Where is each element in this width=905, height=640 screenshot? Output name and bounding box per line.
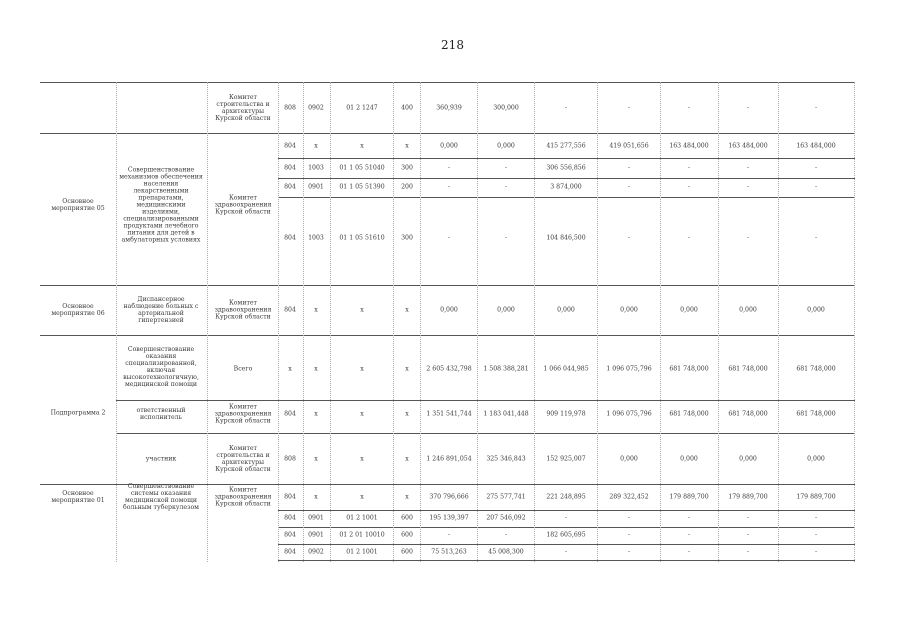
status-cell: Основное мероприятие 06: [51, 303, 105, 317]
page-number: 218: [441, 38, 464, 52]
column-divider: [718, 82, 719, 562]
table-rule: [40, 285, 855, 286]
rzpr-cell: 1003: [308, 234, 324, 242]
value-cell: 1 096 075,796: [606, 365, 652, 373]
value-cell: -: [504, 531, 508, 539]
column-divider: [854, 82, 855, 562]
csr-cell: 01 2 1247: [346, 104, 378, 112]
value-cell: -: [564, 104, 568, 112]
column-divider: [660, 82, 661, 562]
table-rule: [278, 178, 855, 179]
value-cell: -: [746, 514, 750, 522]
column-divider: [420, 82, 421, 562]
value-cell: 0,000: [440, 142, 458, 150]
vr-cell: 300: [401, 164, 413, 172]
table-rule: [116, 400, 855, 401]
rzpr-cell: x: [314, 365, 318, 373]
rzpr-cell: x: [314, 410, 318, 418]
value-cell: 182 605,695: [546, 531, 586, 539]
csr-cell: 01 2 01 10010: [339, 531, 385, 539]
csr-cell: x: [360, 142, 364, 150]
vr-cell: x: [405, 455, 409, 463]
vr-cell: x: [405, 142, 409, 150]
grbs-cell: 804: [284, 142, 296, 150]
column-divider: [477, 82, 478, 562]
rzpr-cell: 0902: [308, 104, 324, 112]
value-cell: 360,939: [436, 104, 462, 112]
value-cell: 681 748,000: [796, 365, 836, 373]
value-cell: 195 139,397: [429, 514, 469, 522]
value-cell: 681 748,000: [728, 365, 768, 373]
value-cell: 300,000: [493, 104, 519, 112]
rzpr-cell: 0901: [308, 514, 324, 522]
value-cell: 0,000: [807, 455, 825, 463]
grbs-cell: 804: [284, 234, 296, 242]
value-cell: -: [814, 164, 818, 172]
total-label: Всего: [233, 365, 253, 373]
rzpr-cell: 0902: [308, 548, 324, 556]
grbs-cell: x: [288, 365, 292, 373]
value-cell: -: [627, 548, 631, 556]
value-cell: 0,000: [557, 306, 575, 314]
value-cell: 163 484,000: [796, 142, 836, 150]
vr-cell: 600: [401, 531, 413, 539]
value-cell: -: [627, 531, 631, 539]
value-cell: -: [504, 183, 508, 191]
executor-cell: Комитет здравоохранения Курской области: [214, 299, 272, 321]
role-label: ответственный исполнитель: [136, 407, 186, 421]
column-divider: [278, 82, 279, 562]
rzpr-cell: x: [314, 455, 318, 463]
rzpr-cell: x: [314, 142, 318, 150]
value-cell: -: [627, 234, 631, 242]
title-cell: Совершенствование системы оказания медицинской помощи больным туберкулезом: [122, 483, 199, 511]
grbs-cell: 804: [284, 514, 296, 522]
executor-cell: Комитет здравоохранения Курской области: [214, 194, 272, 216]
column-divider: [116, 82, 117, 562]
column-divider: [393, 82, 394, 562]
value-cell: 325 346,843: [486, 455, 526, 463]
value-cell: -: [687, 514, 691, 522]
value-cell: 0,000: [620, 455, 638, 463]
table-rule: [278, 544, 855, 545]
value-cell: 0,000: [440, 306, 458, 314]
table-rule: [278, 510, 855, 511]
value-cell: 681 748,000: [796, 410, 836, 418]
vr-cell: x: [405, 306, 409, 314]
value-cell: 104 846,500: [546, 234, 586, 242]
vr-cell: 600: [401, 548, 413, 556]
grbs-cell: 804: [284, 493, 296, 501]
executor-cell: Комитет здравоохранения Курской области: [214, 486, 272, 508]
vr-cell: 300: [401, 234, 413, 242]
value-cell: -: [447, 234, 451, 242]
value-cell: -: [687, 164, 691, 172]
grbs-cell: 808: [284, 104, 296, 112]
value-cell: 275 577,741: [486, 493, 526, 501]
table-rule: [116, 433, 855, 434]
table-rule: [278, 158, 855, 159]
value-cell: 0,000: [497, 306, 515, 314]
value-cell: -: [447, 531, 451, 539]
grbs-cell: 804: [284, 531, 296, 539]
value-cell: -: [746, 164, 750, 172]
value-cell: 306 556,856: [546, 164, 586, 172]
value-cell: -: [447, 183, 451, 191]
status-cell: Основное мероприятие 05: [51, 198, 105, 212]
value-cell: -: [627, 183, 631, 191]
vr-cell: 600: [401, 514, 413, 522]
value-cell: 163 484,000: [728, 142, 768, 150]
value-cell: 0,000: [807, 306, 825, 314]
value-cell: -: [564, 514, 568, 522]
grbs-cell: 804: [284, 306, 296, 314]
csr-cell: 01 2 1001: [346, 514, 378, 522]
csr-cell: 01 1 05 51390: [339, 183, 385, 191]
rzpr-cell: 0901: [308, 531, 324, 539]
table-rule: [278, 560, 855, 561]
column-divider: [303, 82, 304, 562]
value-cell: -: [627, 514, 631, 522]
table-rule: [40, 335, 855, 336]
table-rule: [40, 133, 855, 134]
value-cell: -: [814, 531, 818, 539]
value-cell: 75 513,263: [431, 548, 467, 556]
value-cell: 163 484,000: [669, 142, 709, 150]
status-cell: Подпрограмма 2: [50, 409, 106, 417]
value-cell: -: [814, 104, 818, 112]
value-cell: 0,000: [680, 455, 698, 463]
vr-cell: x: [405, 365, 409, 373]
value-cell: -: [564, 548, 568, 556]
value-cell: 681 748,000: [728, 410, 768, 418]
value-cell: -: [687, 234, 691, 242]
value-cell: -: [687, 183, 691, 191]
value-cell: -: [687, 531, 691, 539]
csr-cell: x: [360, 306, 364, 314]
value-cell: 289 322,452: [609, 493, 649, 501]
value-cell: 0,000: [680, 306, 698, 314]
value-cell: 1 096 075,796: [606, 410, 652, 418]
value-cell: -: [814, 234, 818, 242]
value-cell: 0,000: [739, 455, 757, 463]
grbs-cell: 804: [284, 183, 296, 191]
value-cell: -: [746, 183, 750, 191]
value-cell: -: [746, 531, 750, 539]
value-cell: 2 605 432,798: [426, 365, 472, 373]
title-cell: Диспансерное наблюдение больных с артериальной гипертензией: [123, 296, 199, 324]
value-cell: 681 748,000: [669, 410, 709, 418]
title-cell: Совершенствование оказания специализированной, включая высокотехнологичную, медицинской помощи: [123, 346, 199, 388]
grbs-cell: 804: [284, 548, 296, 556]
table-rule: [278, 197, 855, 198]
value-cell: -: [687, 548, 691, 556]
value-cell: 221 248,895: [546, 493, 586, 501]
value-cell: -: [504, 164, 508, 172]
rzpr-cell: 1003: [308, 164, 324, 172]
value-cell: 909 119,978: [546, 410, 586, 418]
value-cell: -: [814, 514, 818, 522]
role-label: участник: [145, 455, 177, 463]
value-cell: -: [746, 548, 750, 556]
value-cell: 0,000: [620, 306, 638, 314]
value-cell: -: [447, 164, 451, 172]
rzpr-cell: 0901: [308, 183, 324, 191]
value-cell: -: [746, 234, 750, 242]
value-cell: 179 889,700: [728, 493, 768, 501]
value-cell: 415 277,556: [546, 142, 586, 150]
rzpr-cell: x: [314, 493, 318, 501]
value-cell: 1 066 044,985: [543, 365, 589, 373]
table-rule: [40, 82, 855, 83]
grbs-cell: 804: [284, 410, 296, 418]
value-cell: 419 051,656: [609, 142, 649, 150]
value-cell: 179 889,700: [669, 493, 709, 501]
csr-cell: x: [360, 410, 364, 418]
vr-cell: x: [405, 410, 409, 418]
csr-cell: x: [360, 493, 364, 501]
value-cell: 0,000: [497, 142, 515, 150]
value-cell: 370 796,666: [429, 493, 469, 501]
column-divider: [597, 82, 598, 562]
grbs-cell: 808: [284, 455, 296, 463]
value-cell: -: [627, 104, 631, 112]
value-cell: 45 008,300: [488, 548, 524, 556]
executor-cell: Комитет строительства и архитектуры Курской области: [215, 445, 271, 473]
value-cell: 0,000: [739, 306, 757, 314]
value-cell: -: [504, 234, 508, 242]
value-cell: -: [814, 548, 818, 556]
column-divider: [330, 82, 331, 562]
value-cell: 152 925,007: [546, 455, 586, 463]
status-cell: Основное мероприятие 01: [51, 490, 105, 504]
value-cell: 207 546,092: [486, 514, 526, 522]
column-divider: [207, 82, 208, 562]
csr-cell: x: [360, 365, 364, 373]
value-cell: 179 889,700: [796, 493, 836, 501]
executor-cell: Комитет строительства и архитектуры Курской области: [215, 94, 271, 122]
column-divider: [778, 82, 779, 562]
vr-cell: x: [405, 493, 409, 501]
value-cell: 1 351 541,744: [426, 410, 472, 418]
value-cell: 3 874,000: [550, 183, 582, 191]
csr-cell: 01 1 05 51040: [339, 164, 385, 172]
title-cell: Совершенствование механизмов обеспечения населения лекарственными препаратами, медицинскими изделиями, специализированными продуктами лечебного питания для детей в амбулаторных условиях: [119, 166, 203, 244]
value-cell: -: [746, 104, 750, 112]
rzpr-cell: x: [314, 306, 318, 314]
executor-cell: Комитет здравоохранения Курской области: [214, 403, 272, 425]
value-cell: 681 748,000: [669, 365, 709, 373]
value-cell: -: [814, 183, 818, 191]
vr-cell: 400: [401, 104, 413, 112]
csr-cell: x: [360, 455, 364, 463]
value-cell: 1 246 891,054: [426, 455, 472, 463]
column-divider: [534, 82, 535, 562]
value-cell: -: [687, 104, 691, 112]
vr-cell: 200: [401, 183, 413, 191]
table-rule: [278, 527, 855, 528]
value-cell: 1 183 041,448: [483, 410, 529, 418]
value-cell: 1 508 388,281: [483, 365, 529, 373]
csr-cell: 01 1 05 51610: [339, 234, 385, 242]
grbs-cell: 804: [284, 164, 296, 172]
csr-cell: 01 2 1001: [346, 548, 378, 556]
value-cell: -: [627, 164, 631, 172]
